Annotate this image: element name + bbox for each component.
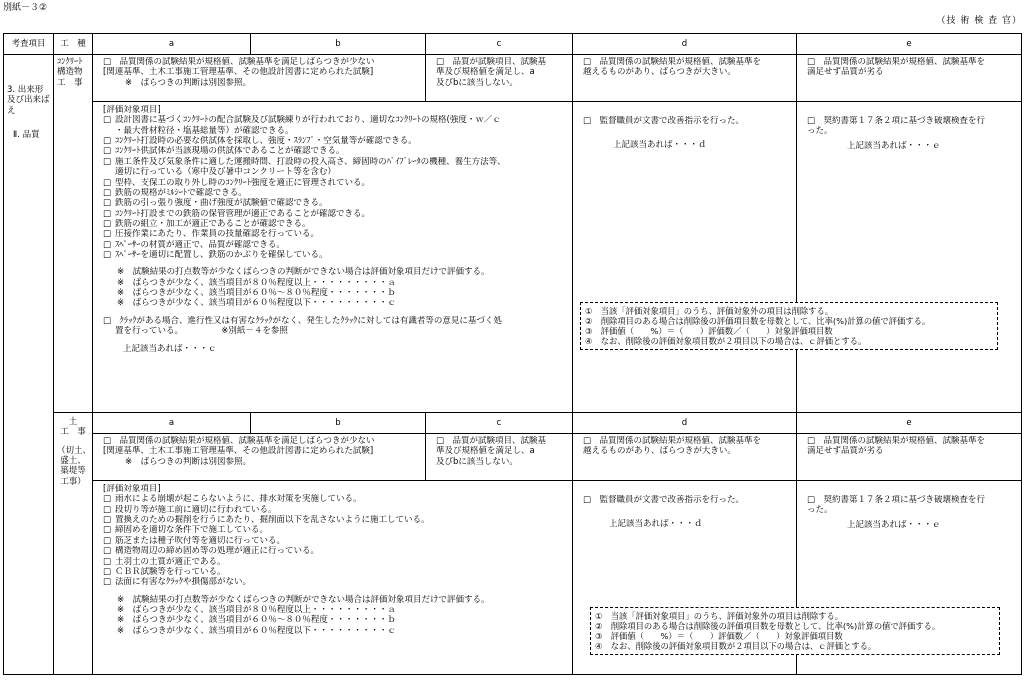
e-text: った。 — [807, 126, 833, 137]
criteria-line: 準及び規格値を満足し、a — [436, 446, 535, 457]
sec2-grade-a: a — [93, 413, 251, 434]
worktype-line: 工 事 — [60, 427, 86, 438]
eval-title: [評価対象項目] — [103, 484, 161, 494]
subcategory-label: Ⅱ. 品質 — [13, 130, 40, 141]
col-header-item: 考査項目 — [4, 34, 54, 55]
worktype-line: 工 事 — [57, 77, 83, 88]
eval-item: □ 圧接作業にあたり、作業員の技量確認を行っている。 — [103, 229, 320, 240]
header-row — [4, 34, 1022, 55]
crack-item: □ ｸﾗｯｸがある場合、進行性又は有害なｸﾗｯｸがなく、発生したｸﾗｯｸに対しては有識者等の意見に基づく処 — [103, 315, 502, 326]
criteria-line: □ 品質が試験項目、試験基 — [436, 436, 547, 446]
eval-item: □ 鉄筋の規格がﾐﾙｼｰﾄで確認できる。 — [103, 187, 247, 198]
eval-note: ※ ばらつきが少なく、該当項目が６０％～８０％程度・・・・・・・ｂ — [117, 288, 396, 299]
worktype-line: 構造物 — [57, 67, 83, 78]
col-header-e: e — [797, 34, 1022, 55]
sec2-grade-row — [4, 413, 1022, 434]
eval-item: □ 型枠、支保工の取り外し時のｺﾝｸﾘｰﾄ強度を適正に管理されている。 — [103, 177, 371, 188]
criteria-line: □ 品質関係の試験結果が規格値、試験基準を — [807, 57, 986, 67]
criteria-line: [関連基準、土木工事施工管理基準、その他設計図書に定められた試験] — [103, 67, 374, 78]
criteria-line: □ 品質関係の試験結果が規格値、試験基準を — [583, 57, 762, 67]
sec1-criteria-e — [797, 55, 1022, 102]
sec2-grade-c: c — [426, 413, 573, 434]
col-header-b: b — [251, 34, 426, 55]
eval-note: ※ 試験結果の打点数等が少なくばらつきの判断ができない場合は評価対象項目だけで評価する。 — [117, 594, 490, 605]
eval-applicable: 上記該当あれば・・・ｃ — [123, 343, 217, 354]
eval-item: □ 段切り等が施工前に適切に行われている。 — [103, 504, 277, 515]
eval-item-cont: 適切に行っている（寒中及び暑中コンクリート等を含む） — [115, 167, 336, 178]
worktype-line: ｺﾝｸﾘｰﾄ — [57, 57, 83, 67]
criteria-line: □ 品質関係の試験結果が規格値、試験基準を — [583, 436, 762, 446]
criteria-line: 満足せず品質が劣る — [807, 446, 884, 457]
col-header-worktype: 工 種 — [54, 34, 93, 55]
e-text: □ 契約書第１７条２項に基づき破壊検査を行 — [807, 116, 986, 126]
eval-item: □ ＣＢＲ試験等を行っている。 — [103, 566, 226, 577]
sec2-worktype-cell — [54, 413, 93, 675]
criteria-line: 越えるものがあり、ばらつきが大きい。 — [583, 67, 736, 78]
evaluation-table — [3, 33, 1022, 675]
eval-item: □ 雨水による崩壊が起こらないように、排水対策を実施している。 — [103, 494, 362, 505]
inspector-label: （技 術 検 査 官） — [936, 16, 1022, 26]
form-number: 別紙－３② — [3, 3, 48, 13]
rule-line: ④ なお、削除後の評価対象項目数が２項目以下の場合は、ｃ評価とする。 — [595, 641, 877, 652]
eval-note: ※ ばらつきが少なく、該当項目が８０％程度以上・・・・・・・・・ａ — [117, 604, 396, 615]
col-header-a: a — [93, 34, 251, 55]
rule-line: ④ なお、削除後の評価対象項目数が２項目以下の場合は、ｃ評価とする。 — [585, 336, 867, 347]
criteria-line: 越えるものがあり、ばらつきが大きい。 — [583, 446, 736, 457]
sec2-grade-e: e — [797, 413, 1022, 434]
col-header-c: c — [426, 34, 573, 55]
eval-item: □ ｺﾝｸﾘｰﾄ打設時の必要な供試体を採取し、強度・ｽﾗﾝﾌﾟ・空気量等が確認できる。 — [103, 136, 417, 147]
rule-line: ② 削除項目のある場合は削除後の評価項目数を母数として、比率(%)計算の値で評価する。 — [585, 316, 931, 327]
sec2-criteria-ab — [93, 434, 426, 481]
d-applicable: 上記該当あれば・・・ｄ — [613, 140, 707, 151]
worktype-line: 盛土、 — [60, 456, 86, 467]
sec1-eval-cell — [93, 102, 573, 413]
sec1-criteria-row — [4, 55, 1022, 102]
e-applicable: 上記該当あれば・・・ｅ — [847, 140, 941, 151]
eval-note: ※ 試験結果の打点数等が少なくばらつきの判断ができない場合は評価対象項目だけで評価する。 — [117, 267, 490, 278]
criteria-line: 満足せず品質が劣る — [807, 67, 884, 78]
criteria-line: 及びbに該当しない。 — [436, 77, 518, 88]
criteria-note: ※ ばらつきの判断は別図参照。 — [125, 77, 252, 88]
sec1-criteria-c — [426, 55, 573, 102]
rule-line: ① 当該「評価対象項目」のうち、評価対象外の項目は削除する。 — [585, 306, 834, 316]
sec1-eval-row — [4, 102, 1022, 413]
eval-item: □ ｽﾍﾟｰｻｰの材質が適正で、品質が確認できる。 — [103, 239, 285, 250]
criteria-line: □ 品質が試験項目、試験基 — [436, 57, 547, 67]
eval-item: □ ｺﾝｸﾘｰﾄ供試体が当該現場の供試体であることが確認できる。 — [103, 146, 345, 157]
sec2-grade-d: d — [573, 413, 797, 434]
eval-title: [評価対象項目] — [103, 105, 161, 115]
sec1-criteria-ab — [93, 55, 426, 102]
sec1-e-cell — [797, 102, 1022, 413]
eval-item: □ 法面に有害なｸﾗｯｸや損傷部がない。 — [103, 577, 252, 588]
eval-item: □ ｽﾍﾟｰｻｰを適切に配置し、鉄筋のかぶりを確保している。 — [103, 250, 328, 261]
criteria-line: 及びbに該当しない。 — [436, 456, 518, 467]
eval-item: □ 鉄筋の引っ張り強度・曲げ強度が試験値で確認できる。 — [103, 198, 328, 209]
criteria-line: 準及び規格値を満足し、a — [436, 67, 535, 78]
eval-item: □ 設計図書に基づくｺﾝｸﾘｰﾄの配合試験及び試験練りが行われており、適切なｺﾝｸﾘｰﾄの規格(強度・ｗ／ｃ — [103, 115, 501, 126]
rule-line: ② 削除項目のある場合は削除後の評価項目数を母数として、比率(%)計算の値で評価する。 — [595, 621, 941, 632]
e-text: □ 契約書第１７条２項に基づき破壊検査を行 — [807, 495, 986, 505]
sec1-rules-box — [580, 302, 998, 350]
worktype-line: 築堤等 — [60, 466, 86, 477]
eval-item: □ 置換えのための掘削を行うにあたり、掘削面以下を乱さないように施工している。 — [103, 515, 430, 526]
category-cell — [4, 55, 54, 675]
worktype-line: 土 — [68, 417, 78, 427]
sec2-criteria-e — [797, 434, 1022, 481]
rule-line: ③ 評価値（ %）＝（ ）評価数／（ ）対象評価項目数 — [585, 326, 833, 337]
worktype-line: 工事） — [60, 476, 86, 487]
criteria-line: □ 品質関係の試験結果が規格値、試験基準を満足しばらつきが少ない — [103, 57, 375, 67]
crack-item-cont: 置を行っている。 ※別紙－４を参照 — [115, 326, 288, 337]
criteria-line: □ 品質関係の試験結果が規格値、試験基準を満足しばらつきが少ない — [103, 436, 375, 446]
sec2-criteria-d — [573, 434, 797, 481]
d-applicable: 上記該当あれば・・・ｄ — [609, 519, 703, 530]
eval-item: □ 施工条件及び気象条件に適した運搬時間、打設時の投入高さ、締固時のﾊﾞｲﾌﾞﾚｰﾀの機種、養生方法等、 — [103, 156, 506, 167]
eval-note: ※ ばらつきが少なく、該当項目が６０％程度以下・・・・・・・・・ｃ — [117, 625, 396, 636]
sec2-criteria-c — [426, 434, 573, 481]
eval-item: □ 締固めを適切な条件下で施工している。 — [103, 525, 269, 536]
criteria-line: [関連基準、土木工事施工管理基準、その他設計図書に定められた試験] — [103, 446, 374, 457]
eval-item-cont: ・最大骨材粒径・塩基総量等）が確認できる。 — [115, 125, 294, 136]
sec2-rules-box — [590, 607, 1000, 655]
d-text: □ 監督職員が文書で改善指示を行った。 — [583, 116, 745, 126]
d-text: □ 監督職員が文書で改善指示を行った。 — [583, 495, 745, 505]
eval-note: ※ ばらつきが少なく、該当項目が６０％程度以下・・・・・・・・・ｃ — [117, 298, 396, 309]
eval-note: ※ ばらつきが少なく、該当項目が８０％程度以上・・・・・・・・・ａ — [117, 277, 396, 288]
rule-line: ③ 評価値（ %）＝（ ）評価数／（ ）対象評価項目数 — [595, 631, 843, 642]
sec1-criteria-d — [573, 55, 797, 102]
sec2-grade-b: b — [251, 413, 426, 434]
eval-note: ※ ばらつきが少なく、該当項目が６０％～８０％程度・・・・・・・ｂ — [117, 615, 396, 626]
eval-item: □ 土羽土の土質が適正である。 — [103, 556, 226, 567]
sec1-worktype-cell — [54, 55, 93, 413]
sec2-criteria-row — [4, 434, 1022, 481]
eval-item: □ ｺﾝｸﾘｰﾄ打設までの鉄筋の保管管理が適正であることが確認できる。 — [103, 208, 371, 219]
col-header-d: d — [573, 34, 797, 55]
e-applicable: 上記該当あれば・・・ｅ — [847, 519, 941, 530]
sec2-eval-cell — [93, 481, 573, 675]
criteria-line: □ 品質関係の試験結果が規格値、試験基準を — [807, 436, 986, 446]
eval-item: □ 鉄筋の組立・加工が適正であることが確認できる。 — [103, 218, 311, 229]
category-label: 3. 出来形及び出来ばえ — [7, 85, 50, 116]
criteria-note: ※ ばらつきの判断は別図参照。 — [125, 456, 252, 467]
worktype-line: （切土、 — [57, 445, 92, 456]
rule-line: ① 当該「評価対象項目」のうち、評価対象外の項目は削除する。 — [595, 611, 844, 621]
sec2-eval-row — [4, 481, 1022, 675]
eval-item: □ 筋芝または種子吹付等を適切に行っている。 — [103, 535, 286, 546]
e-text: った。 — [807, 505, 833, 516]
eval-item: □ 構造物周辺の締め固め等の処理が適正に行っている。 — [103, 546, 320, 557]
